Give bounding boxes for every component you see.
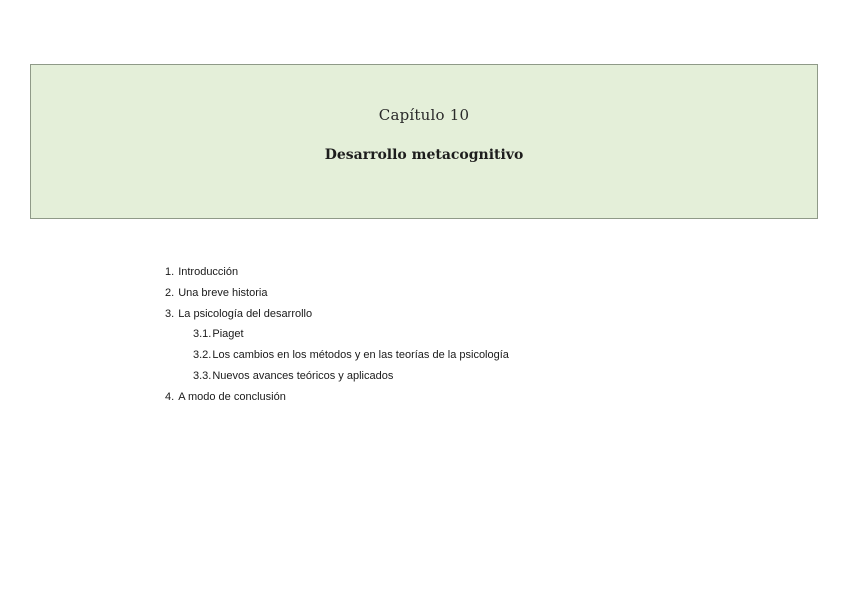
toc-item-number: 4.: [165, 390, 175, 403]
toc-item-breve-historia[interactable]: [165, 283, 509, 304]
chapter-number: Capítulo 10: [378, 106, 470, 124]
toc-item-number: 3.2.: [193, 349, 212, 362]
toc-item-number: 2.: [165, 286, 175, 299]
toc-item-label: La psicología del desarrollo: [178, 307, 313, 320]
toc-item-label: Piaget: [212, 328, 244, 341]
toc-item-introduccion[interactable]: [165, 262, 509, 283]
toc-item-number: 3.: [165, 307, 175, 320]
toc-item-label: Una breve historia: [178, 286, 268, 299]
toc-item-nuevos-avances[interactable]: [165, 366, 509, 387]
toc-item-number: 3.1.: [193, 328, 212, 341]
toc-item-label: Nuevos avances teóricos y aplicados: [212, 369, 394, 382]
chapter-title: Desarrollo metacognitivo: [324, 147, 524, 163]
toc-item-label: Introducción: [178, 266, 239, 278]
table-of-contents: [165, 262, 509, 408]
toc-item-label: A modo de conclusión: [178, 390, 286, 403]
toc-item-conclusion[interactable]: [165, 387, 509, 408]
chapter-header: [30, 64, 818, 219]
toc-item-cambios-metodos[interactable]: [165, 345, 509, 366]
toc-item-piaget[interactable]: [165, 324, 509, 345]
toc-item-number: 1.: [165, 266, 175, 278]
toc-item-psicologia-desarrollo[interactable]: [165, 304, 509, 325]
toc-item-label: Los cambios en los métodos y en las teorías de la psicología: [212, 349, 509, 362]
toc-item-number: 3.3.: [193, 369, 212, 382]
